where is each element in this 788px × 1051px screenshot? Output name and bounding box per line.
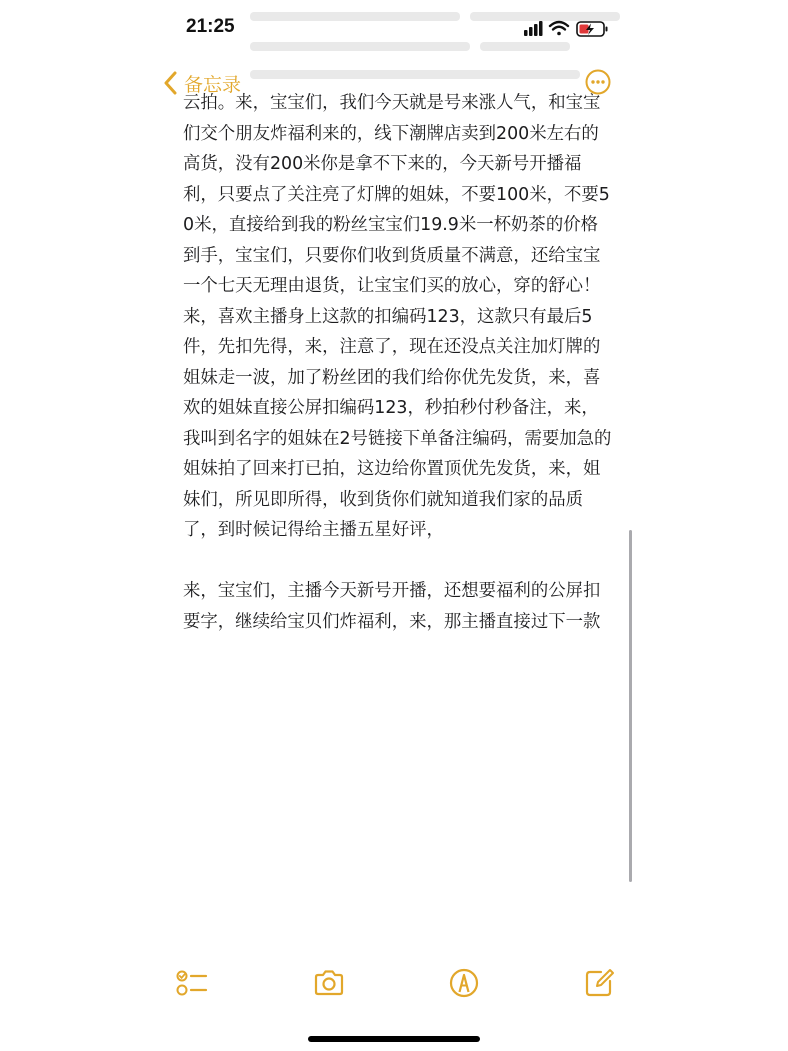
status-icons xyxy=(524,19,614,39)
checklist-icon xyxy=(175,968,209,998)
status-bar xyxy=(0,0,788,58)
back-label: 备忘录 xyxy=(184,73,242,96)
scroll-indicator[interactable] xyxy=(629,530,632,882)
status-time: 21:25 xyxy=(186,16,235,37)
note-body[interactable] xyxy=(183,88,613,637)
paragraph-spacer xyxy=(183,546,613,577)
markup-button[interactable] xyxy=(447,966,481,1000)
signal-icon xyxy=(524,21,543,36)
camera-icon xyxy=(312,968,346,998)
wifi-icon xyxy=(550,22,568,35)
note-paragraph: 来，宝宝们，主播今天新号开播，还想要福利的公屏扣要字，继续给宝贝们炸福利，来，那主播直接过下一款 xyxy=(183,581,601,632)
compose-button[interactable] xyxy=(582,966,616,1000)
chevron-left-icon xyxy=(164,71,178,95)
home-indicator[interactable] xyxy=(308,1036,480,1042)
note-paragraph: 云拍。来，宝宝们，我们今天就是号来涨人气，和宝宝们交个朋友炸福利来的，线下潮牌店卖到200米左右的高货，没有200米你是拿不下来的，今天新号开播福利，只要点了关注亮了灯牌的姐妹，不要100米，不要50米，直接给到我的粉丝宝宝们19.9米一杯奶茶的价格到手，宝宝们，只要你们收到货质量不满意，还给宝宝一个七天无理由退货，让宝宝们买的放心，穿的舒心！ xyxy=(183,93,610,296)
bottom-toolbar xyxy=(0,966,788,1006)
markup-pen-icon xyxy=(447,966,481,1000)
compose-icon xyxy=(582,967,616,999)
note-paragraph: 来，喜欢主播身上这款的扣编码123，这款只有最后5件，先扣先得，来，注意了，现在还没点关注加灯牌的姐妹走一波，加了粉丝团的我们给你优先发货，来，喜欢的姐妹直接公屏扣编码123，秒拍秒付秒备注，来，我叫到名字的姐妹在2号链接下单备注编码，需要加急的姐妹拍了回来打已拍，这边给你置顶优先发货，来，姐妹们，所见即所得，收到货你们就知道我们家的品质了，到时候记得给主播五星好评， xyxy=(183,306,612,540)
checklist-button[interactable] xyxy=(175,966,209,1000)
camera-button[interactable] xyxy=(312,966,346,1000)
battery-charging-icon xyxy=(577,22,608,36)
